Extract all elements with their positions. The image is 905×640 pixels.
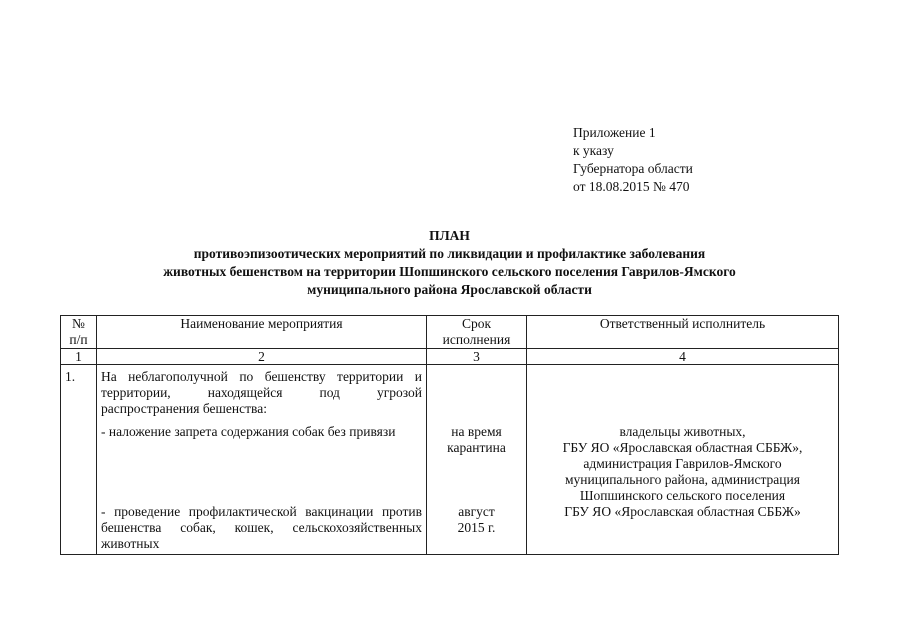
table-header-row [61, 316, 839, 349]
title-line: животных бешенством на территории Шопшинского сельского поселения Гаврилов-Ямского [163, 264, 736, 279]
spacer [431, 369, 522, 424]
annex-line: Губернатора области [573, 161, 693, 176]
term-august [431, 504, 522, 536]
row-number: 1. [61, 365, 97, 555]
responsible-line: Шопшинского сельского поселения [579, 488, 786, 503]
title-line: противоэпизоотических мероприятий по ликвидации и профилактике заболевания [193, 246, 706, 261]
measure-vaccination: - проведение профилактической вакцинации против бешенства собак, кошек, сельскохозяйственных животных [101, 504, 422, 551]
annex-line: Приложение 1 [573, 125, 656, 140]
responsible-line: муниципального района, администрация [565, 472, 800, 487]
responsible-vaccination: ГБУ ЯО «Ярославская областная СББЖ» [564, 504, 801, 519]
header-responsible: Ответственный исполнитель [527, 316, 839, 349]
annex-reference [573, 124, 693, 196]
title-line: муниципального района Ярославской области [307, 282, 592, 297]
row-measures [97, 365, 427, 555]
spacer [531, 369, 834, 424]
header-name: Наименование мероприятия [97, 316, 427, 349]
header-number-line: п/п [69, 332, 88, 347]
column-number: 2 [97, 349, 427, 365]
term-quarantine [431, 424, 522, 456]
spacer [431, 456, 522, 504]
spacer [101, 440, 422, 504]
column-numbering-row [61, 349, 839, 365]
column-number: 4 [527, 349, 839, 365]
responsible-line: администрация Гаврилов-Ямского [583, 456, 782, 471]
row-responsible [527, 365, 839, 555]
header-number [61, 316, 97, 349]
term-line: карантина [447, 440, 506, 455]
responsible-line: ГБУ ЯО «Ярославская областная СББЖ», [562, 440, 803, 455]
row-terms [427, 365, 527, 555]
term-line: 2015 г. [457, 520, 496, 535]
measures-intro: На неблагополучной по бешенству территории и территории, находящейся под угрозой распространения бешенства: [101, 369, 422, 416]
header-term-line: Срок [461, 316, 492, 331]
header-number-line: № [72, 316, 85, 331]
table-row [61, 365, 839, 555]
column-number: 1 [61, 349, 97, 365]
responsible-quarantine [531, 424, 834, 504]
header-term-line: исполнения [442, 332, 511, 347]
measure-leash-ban: - наложение запрета содержания собак без привязи [101, 424, 396, 439]
responsible-line: владельцы животных, [619, 424, 746, 439]
term-line: на время [451, 424, 502, 439]
term-line: август [458, 504, 495, 519]
title-heading: ПЛАН [429, 228, 470, 243]
annex-line: к указу [573, 143, 614, 158]
header-term [427, 316, 527, 349]
plan-table [60, 315, 839, 555]
annex-line: от 18.08.2015 № 470 [573, 179, 690, 194]
column-number: 3 [427, 349, 527, 365]
document-title [60, 227, 839, 299]
